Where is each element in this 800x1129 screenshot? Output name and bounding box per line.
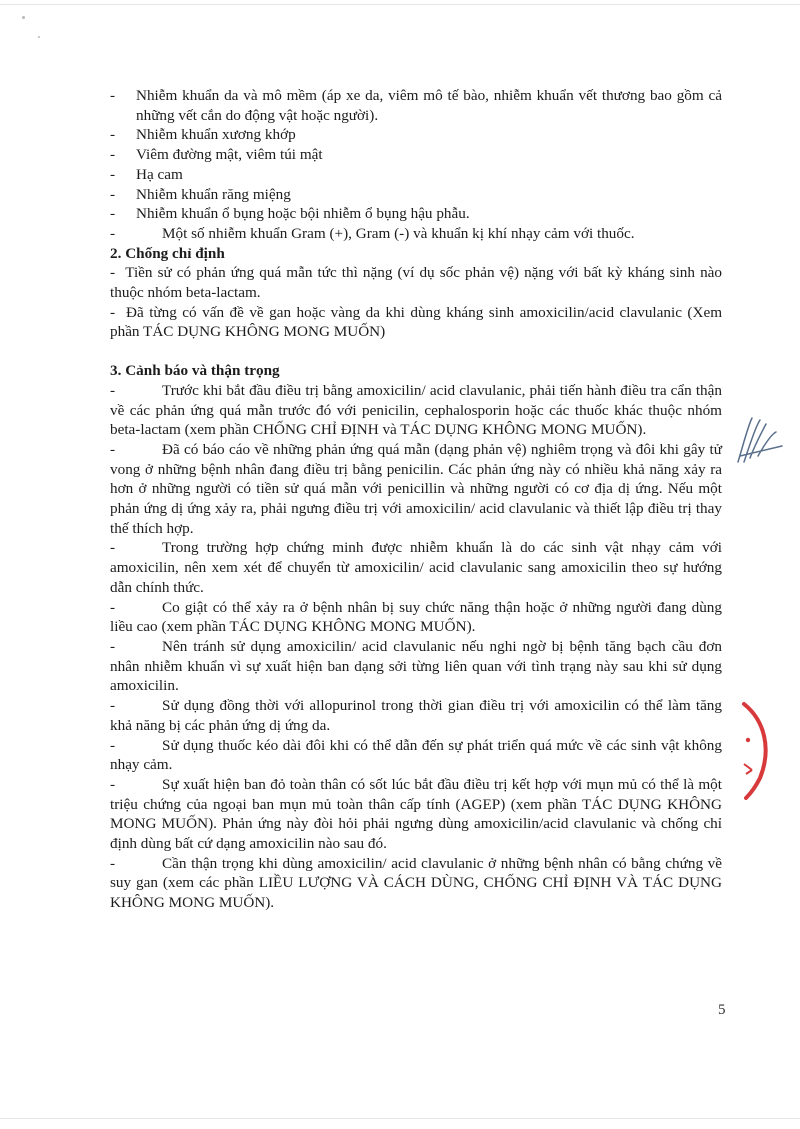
paragraph (110, 381, 722, 440)
scan-edge-top (0, 4, 800, 5)
paragraph-text: Đã từng có vấn đề về gan hoặc vàng da khi dùng kháng sinh amoxicilin/acid clavulanic (Xem phần TÁC DỤNG KHÔNG MONG MUỐN) (110, 303, 723, 341)
paragraph-text: Sử dụng thuốc kéo dài đôi khi có thể dẫn đến sự phát triển quá mức về các sinh vật không nhạy cảm. (110, 736, 722, 774)
paragraph (110, 736, 722, 775)
bullet-dash: - (110, 126, 116, 144)
bullet-dash: - (110, 381, 116, 399)
paragraph (110, 598, 722, 637)
list-item (110, 224, 722, 244)
paragraph-text: Trước khi bắt đầu điều trị bằng amoxicilin/ acid clavulanic, phải tiến hành điều tra cẩn thận về các phản ứng quá mẫn trước đó với penicilin, cephalosporin hoặc các thuốc khác thuộc nhóm beta-lactam (xem phần CHỐNG CHỈ ĐỊNH và TÁC DỤNG KHÔNG MONG MUỐN). (110, 381, 722, 439)
paragraph-text: Trong trường hợp chứng minh được nhiễm khuẩn là do các sinh vật nhạy cảm với amoxicilin, nên xem xét để chuyển từ amoxicilin/ acid clavulanic sang amoxicilin theo sự hướng dẫn chính thức. (110, 539, 722, 596)
scan-speck (38, 36, 40, 38)
bullet-dash: - (110, 697, 116, 715)
scan-edge-bottom (0, 1118, 800, 1119)
bullet-dash: - (110, 854, 116, 872)
list-item-text: Nhiễm khuẩn răng miệng (136, 185, 291, 203)
list-item (110, 125, 722, 145)
paragraph (110, 775, 722, 854)
list-item (110, 145, 722, 165)
signature-mark (732, 412, 788, 468)
paragraph (110, 637, 722, 696)
bullet-dash: - (110, 775, 116, 793)
paragraph (110, 854, 722, 913)
list-item-text: Nhiễm khuẩn da và mô mềm (áp xe da, viêm mô tế bào, nhiễm khuẩn vết thương bao gồm cả những vết cắn do động vật hoặc người). (136, 87, 722, 124)
list-item-text: Một số nhiễm khuẩn Gram (+), Gram (-) và khuẩn kị khí nhạy cảm với thuốc. (162, 224, 635, 242)
red-stamp-edge (738, 700, 778, 800)
bullet-dash: - (110, 87, 116, 104)
document-body (110, 86, 722, 913)
bullet-dash: - (110, 637, 116, 655)
paragraph-text: Đã có báo cáo về những phản ứng quá mẫn (dạng phản vệ) nghiêm trọng và đôi khi gây tử vong ở những bệnh nhân đang điều trị bằng penicilin. Các phản ứng này có nhiều khả năng xảy ra hơn ở những người có tiền sử quá mẫn với penicillin và những người có cơ địa dị ứng. Nếu một phản ứng dị ứng xảy ra, phải ngưng điều trị với amoxicilin/ acid clavulanic và thiết lập điều trị thay thế thích hợp. (110, 440, 722, 537)
list-item-text: Viêm đường mật, viêm túi mật (136, 146, 323, 164)
paragraph-text: Co giật có thể xảy ra ở bệnh nhân bị suy chức năng thận hoặc ở những người đang dùng liều cao (xem phần TÁC DỤNG KHÔNG MONG MUỐN). (110, 598, 722, 636)
list-item (110, 86, 722, 125)
bullet-dash: - (110, 440, 116, 458)
section-heading-warnings: 3. Cảnh báo và thận trọng (110, 362, 280, 380)
paragraph-text: Sử dụng đồng thời với allopurinol trong thời gian điều trị với amoxicilin có thể làm tăng khả năng bị các phản ứng dị ứng da. (110, 697, 722, 734)
paragraph-text: Sự xuất hiện ban đỏ toàn thân có sốt lúc bắt đầu điều trị kết hợp với mụn mủ có thể là một triệu chứng của ngoại ban mụn mủ toàn thân cấp tính (AGEP) (xem phần TÁC DỤNG KHÔNG MONG MUỐN). Phản ứng này đòi hỏi phải ngưng dùng amoxicilin/acid clavulanic và chống chỉ định dùng bất cứ dạng amoxicilin nào sau đó. (110, 775, 722, 853)
bullet-dash: - (110, 264, 116, 282)
bullet-dash: - (110, 539, 116, 557)
list-item-text: Hạ cam (136, 165, 183, 183)
bullet-dash: - (110, 598, 116, 616)
bullet-dash: - (110, 146, 116, 164)
list-item-text: Nhiễm khuẩn ổ bụng hoặc bội nhiễm ổ bụng hậu phẫu. (136, 205, 470, 223)
paragraph (110, 538, 722, 597)
bullet-dash: - (110, 165, 116, 183)
section-heading-contraindications: 2. Chống chỉ định (110, 244, 225, 262)
bullet-dash: - (110, 736, 116, 754)
paragraph (110, 696, 722, 735)
list-item (110, 165, 722, 185)
paragraph-text: Nên tránh sử dụng amoxicilin/ acid clavulanic nếu nghi ngờ bị bệnh tăng bạch cầu đơn nhân nhiễm khuẩn vì sự xuất hiện ban dạng sởi từng liên quan với tình trạng này sau khi sử dụng amoxicilin. (110, 637, 722, 695)
paragraph (110, 303, 722, 342)
bullet-dash: - (110, 303, 116, 321)
scan-speck (22, 16, 25, 19)
bullet-dash: - (110, 224, 116, 242)
paragraph (110, 263, 722, 302)
indications-list (110, 86, 722, 244)
paragraph (110, 440, 722, 539)
list-item (110, 185, 722, 205)
list-item (110, 204, 722, 224)
paragraph-text: Cần thận trọng khi dùng amoxicilin/ acid clavulanic ở những bệnh nhân có bằng chứng về suy gan (xem các phần LIỀU LƯỢNG VÀ CÁCH DÙNG, CHỐNG CHỈ ĐỊNH VÀ TÁC DỤNG KHÔNG MONG MUỐN). (110, 854, 722, 912)
section-spacer (110, 342, 722, 361)
bullet-dash: - (110, 185, 116, 203)
paragraph-text: Tiền sử có phản ứng quá mẫn tức thì nặng (ví dụ sốc phản vệ) nặng với bất kỳ kháng sinh nào thuộc nhóm beta-lactam. (110, 264, 723, 302)
list-item-text: Nhiễm khuẩn xương khớp (136, 126, 296, 144)
bullet-dash: - (110, 205, 116, 223)
page-number: 5 (718, 1002, 726, 1018)
